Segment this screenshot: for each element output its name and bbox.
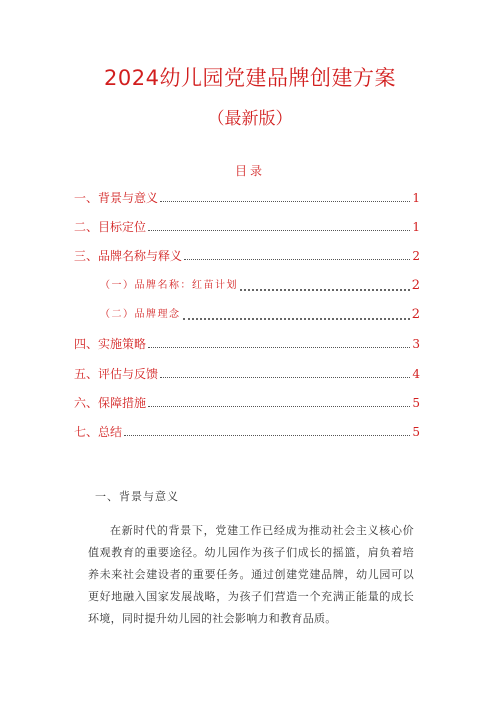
toc-subitem-brand-name[interactable] [74,274,420,294]
toc-item-page: 1 [412,220,420,234]
toc-item-page: 4 [412,367,420,381]
toc-item-page: 1 [412,191,420,205]
toc-item-goals[interactable] [74,215,420,235]
toc-leader-dots [160,200,410,202]
toc-item-page: 2 [411,307,420,322]
toc-item-label: 二、目标定位 [74,220,147,234]
toc-item-label: 三、品牌名称与释义 [74,249,183,263]
toc-leader-dots [148,346,410,348]
toc-leader-dots [124,434,410,436]
toc-leader-dots [148,229,410,231]
toc-item-page: 5 [412,425,420,439]
toc-item-label: 四、实施策略 [74,337,147,351]
section-paragraph: 在新时代的背景下，党建工作已经成为推动社会主义核心价值观教育的重要途径。幼儿园作为孩子们成长的摇篮，肩负着培养未来社会建设者的重要任务。通过创建党建品牌，幼儿园可以更好地融入国家发展战略，为孩子们营造一个充满正能量的成长环境，同时提升幼儿园的社会影响力和教育品质。 [88,524,414,625]
toc-item-label: 一、背景与意义 [74,191,159,205]
toc-item-page: 3 [412,337,420,351]
toc-item-page: 2 [411,278,420,293]
document-subtitle: （最新版） [207,109,293,129]
toc-item-brand-name[interactable] [74,244,420,264]
toc-leader-dots [240,288,410,291]
toc-leader-dots [148,405,410,407]
toc-item-summary[interactable] [74,420,420,440]
toc-item-label: （一）品牌名称：红苗计划 [100,280,238,291]
toc-leader-dots [160,376,410,378]
section-heading: 一、背景与意义 [95,490,179,503]
toc-item-page: 5 [412,396,420,410]
toc-item-label: 六、保障措施 [74,396,147,410]
toc-item-evaluation[interactable] [74,362,420,382]
toc-item-label: 七、总结 [74,425,123,439]
document-title: 2024幼儿园党建品牌创建方案 [104,66,396,90]
toc-item-background[interactable] [74,186,420,206]
toc-leader-dots [183,317,410,320]
toc-leader-dots [184,258,410,260]
toc-item-label: 五、评估与反馈 [74,367,159,381]
toc-heading: 目录 [234,164,265,178]
toc-item-page: 2 [412,249,420,263]
toc-item-safeguards[interactable] [74,391,420,411]
toc-item-label: （二）品牌理念 [100,309,181,320]
toc-item-strategy[interactable] [74,332,420,352]
toc-subitem-brand-concept[interactable] [74,303,420,323]
